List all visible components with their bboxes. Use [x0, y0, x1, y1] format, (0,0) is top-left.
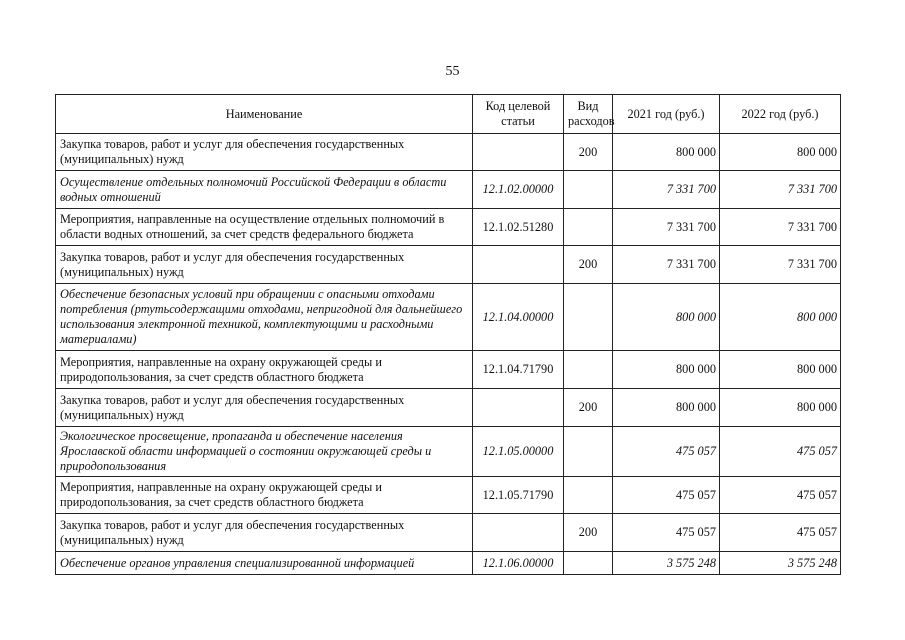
row-name: Мероприятия, направленные на охрану окружающей среды и природопользования, за счет средств областного бюджета [56, 477, 473, 514]
header-name: Наименование [56, 95, 473, 134]
row-code: 12.1.02.51280 [473, 209, 564, 246]
row-code: 12.1.04.71790 [473, 351, 564, 389]
row-amount-2022: 7 331 700 [720, 246, 841, 284]
row-name: Обеспечение органов управления специализированной информацией [56, 552, 473, 575]
row-amount-2021: 800 000 [613, 351, 720, 389]
table-row [56, 552, 841, 575]
row-name: Закупка товаров, работ и услуг для обеспечения государственных (муниципальных) нужд [56, 134, 473, 171]
row-name: Закупка товаров, работ и услуг для обеспечения государственных (муниципальных) нужд [56, 389, 473, 427]
row-expense-type [564, 171, 613, 209]
row-amount-2021: 800 000 [613, 389, 720, 427]
row-expense-type: 200 [564, 246, 613, 284]
row-expense-type [564, 477, 613, 514]
row-amount-2021: 475 057 [613, 427, 720, 477]
row-amount-2021: 7 331 700 [613, 171, 720, 209]
row-expense-type: 200 [564, 389, 613, 427]
row-amount-2021: 7 331 700 [613, 209, 720, 246]
header-target-article-code: Код целевой статьи [473, 95, 564, 134]
row-amount-2021: 7 331 700 [613, 246, 720, 284]
row-name: Экологическое просвещение, пропаганда и обеспечение населения Ярославской области информацией о состоянии окружающей среды и природопользования [56, 427, 473, 477]
row-amount-2021: 800 000 [613, 284, 720, 351]
row-code [473, 389, 564, 427]
row-name: Обеспечение безопасных условий при обращении с опасными отходами потребления (ртутьсодержащими отходами, непригодной для дальнейшего использования электронной техникой, комплектующими и расходными материалами) [56, 284, 473, 351]
row-amount-2022: 7 331 700 [720, 209, 841, 246]
table-row [56, 427, 841, 477]
row-expense-type [564, 209, 613, 246]
table-header-row [56, 95, 841, 134]
header-year-2022: 2022 год (руб.) [720, 95, 841, 134]
table-row [56, 246, 841, 284]
row-amount-2022: 7 331 700 [720, 171, 841, 209]
row-amount-2022: 800 000 [720, 284, 841, 351]
header-expense-type: Вид расходов [564, 95, 613, 134]
table-row [56, 514, 841, 552]
row-expense-type [564, 552, 613, 575]
table-row [56, 477, 841, 514]
table-row [56, 284, 841, 351]
table-row [56, 209, 841, 246]
row-code [473, 514, 564, 552]
table-row [56, 351, 841, 389]
row-name: Закупка товаров, работ и услуг для обеспечения государственных (муниципальных) нужд [56, 246, 473, 284]
row-expense-type: 200 [564, 134, 613, 171]
page-number: 55 [445, 64, 460, 79]
table-row [56, 389, 841, 427]
row-name: Осуществление отдельных полномочий Российской Федерации в области водных отношений [56, 171, 473, 209]
row-amount-2021: 475 057 [613, 514, 720, 552]
row-amount-2022: 3 575 248 [720, 552, 841, 575]
row-expense-type [564, 427, 613, 477]
row-code [473, 134, 564, 171]
header-year-2021: 2021 год (руб.) [613, 95, 720, 134]
row-amount-2022: 800 000 [720, 134, 841, 171]
row-amount-2022: 475 057 [720, 477, 841, 514]
row-code: 12.1.06.00000 [473, 552, 564, 575]
table-row [56, 171, 841, 209]
row-name: Закупка товаров, работ и услуг для обеспечения государственных (муниципальных) нужд [56, 514, 473, 552]
row-amount-2022: 475 057 [720, 514, 841, 552]
row-amount-2022: 475 057 [720, 427, 841, 477]
row-name: Мероприятия, направленные на охрану окружающей среды и природопользования, за счет средств областного бюджета [56, 351, 473, 389]
row-amount-2022: 800 000 [720, 389, 841, 427]
row-code: 12.1.05.00000 [473, 427, 564, 477]
row-name: Мероприятия, направленные на осуществление отдельных полномочий в области водных отношений, за счет средств федерального бюджета [56, 209, 473, 246]
row-code: 12.1.02.00000 [473, 171, 564, 209]
row-expense-type [564, 351, 613, 389]
row-code [473, 246, 564, 284]
row-amount-2021: 475 057 [613, 477, 720, 514]
row-code: 12.1.05.71790 [473, 477, 564, 514]
table-row [56, 134, 841, 171]
row-amount-2021: 3 575 248 [613, 552, 720, 575]
row-expense-type: 200 [564, 514, 613, 552]
row-expense-type [564, 284, 613, 351]
row-code: 12.1.04.00000 [473, 284, 564, 351]
row-amount-2021: 800 000 [613, 134, 720, 171]
row-amount-2022: 800 000 [720, 351, 841, 389]
budget-table [55, 94, 841, 575]
